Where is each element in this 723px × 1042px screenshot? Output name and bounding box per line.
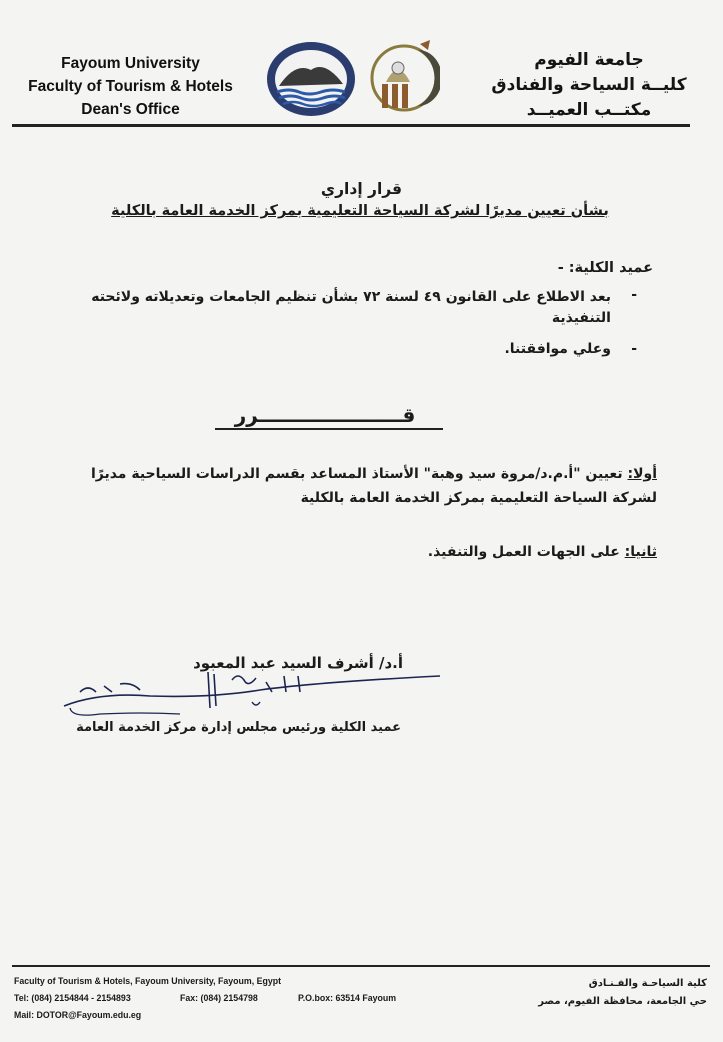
bullet-dash: -: [631, 287, 637, 303]
decides-underline: [215, 428, 443, 430]
dean-label: عميد الكلية: -: [557, 260, 653, 276]
university-name-ar: جامعة الفيوم: [534, 50, 644, 70]
bullet-approval: وعلي موافقتنا.: [504, 341, 611, 357]
signer-title: عميد الكلية ورئيس مجلس إدارة مركز الخدمة العامة: [76, 720, 401, 735]
article-first-label: أولا:: [627, 466, 657, 482]
footer-divider: [12, 965, 710, 967]
footer-tel: Tel: (084) 2154844 - 2154893: [14, 993, 131, 1003]
article-first-text: تعيين "أ.م.د/مروة سيد وهبة" الأستاذ المساعد بقسم الدراسات السياحية مديرًا لشركة السياحة التعليمية بمركز الخدمة العامة بالكلية: [90, 466, 657, 506]
footer-address: Faculty of Tourism & Hotels, Fayoum University, Fayoum, Egypt: [14, 976, 282, 986]
header-arabic: [489, 48, 689, 123]
bullet-law: بعد الاطلاع على القانون ٤٩ لسنة ٧٢ بشأن تنظيم الجامعات وتعديلاته ولائحته التنفيذية: [91, 289, 611, 326]
university-emblem-icon: [368, 36, 440, 122]
header-divider: [12, 124, 690, 127]
office-name-en: Dean's Office: [81, 101, 180, 118]
article-second-text: على الجهات العمل والتنفيذ.: [427, 544, 625, 560]
article-second-label: ثانيا:: [624, 544, 657, 560]
faculty-name-en: Faculty of Tourism & Hotels: [28, 78, 233, 95]
faculty-name-ar: كليــة السياحة والفنادق: [491, 75, 687, 95]
footer-fax: Fax: (084) 2154798: [180, 993, 258, 1003]
bullet-dash: -: [631, 341, 637, 357]
footer-pobox: P.O.box: 63514 Fayoum: [298, 993, 397, 1003]
footer-mail[interactable]: Mail: DOTOR@Fayoum.edu.eg: [14, 1010, 142, 1020]
article-first: [57, 462, 657, 510]
university-name-en: Fayoum University: [61, 55, 200, 72]
footer-arabic-faculty: كلية السياحـة والفـنـادق: [588, 978, 707, 989]
office-name-ar: مكتــب العميــد: [526, 100, 652, 120]
footer-arabic-address: حي الجامعة، محافظة الفيوم، مصر: [538, 996, 707, 1007]
handwritten-signature: [60, 662, 450, 722]
decree-title: قرار إداري: [320, 180, 403, 198]
header-english: [8, 52, 253, 121]
faculty-seal-icon: [265, 40, 357, 118]
signer-name: أ.د/ أشرف السيد عبد المعبود: [193, 654, 403, 672]
decides-heading: قـــــــــــــــــــــرر: [234, 403, 416, 427]
article-second: [428, 544, 657, 560]
decree-subject: بشأن تعيين مديرًا لشركة السياحة التعليمية بمركز الخدمة العامة بالكلية: [111, 203, 609, 219]
